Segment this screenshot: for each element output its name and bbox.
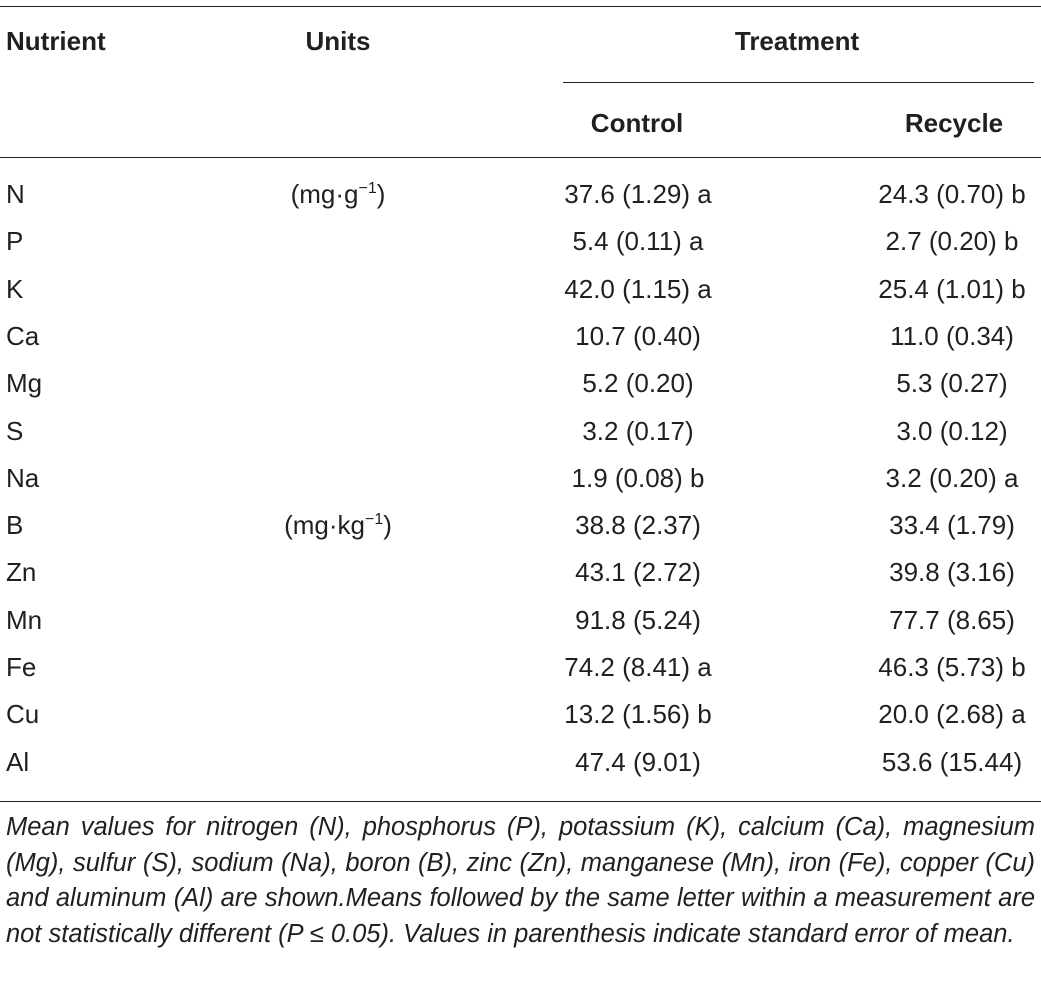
cell-control: 10.7 (0.40) bbox=[575, 320, 701, 351]
cell-control: 74.2 (8.41) a bbox=[564, 652, 712, 682]
header-control: Control bbox=[590, 108, 684, 138]
cell-recycle: 33.4 (1.79) bbox=[889, 510, 1015, 541]
cell-nutrient: Cu bbox=[6, 699, 40, 730]
cell-control: 5.4 (0.11) a bbox=[572, 226, 704, 257]
treatment-underline bbox=[563, 82, 1034, 83]
cell-recycle: 77.7 (8.65) bbox=[889, 604, 1015, 635]
cell-control: 3.2 (0.17) bbox=[582, 415, 694, 446]
cell-nutrient: B bbox=[6, 510, 24, 541]
cell-nutrient: Zn bbox=[6, 557, 37, 588]
header-nutrient: Nutrient bbox=[6, 26, 106, 56]
table-footnote: Mean values for nitrogen (N), phosphorus (P), potassium (K), calcium (Ca), magnesium (Mg), sulfur (S), sodium (Na), boron (B), zinc (Zn), manganese (Mn), iron (Fe), copper (Cu) and aluminum (Al) are shown.Means followed by the same letter within a measurement are not statistically different (P ≤ 0.05). Values in parenthesis indicate standard error of mean. bbox=[6, 813, 1035, 948]
cell-nutrient: S bbox=[6, 415, 24, 446]
cell-recycle: 46.3 (5.73) b bbox=[878, 652, 1026, 682]
cell-nutrient: Mn bbox=[6, 604, 43, 635]
cell-recycle: 25.4 (1.01) b bbox=[878, 273, 1026, 304]
cell-recycle: 39.8 (3.16) bbox=[889, 557, 1015, 588]
cell-nutrient: Mg bbox=[6, 368, 43, 399]
cell-recycle: 24.3 (0.70) b bbox=[878, 179, 1026, 209]
cell-control: 42.0 (1.15) a bbox=[564, 273, 712, 304]
cell-nutrient: P bbox=[6, 226, 24, 257]
header-treatment: Treatment bbox=[734, 26, 860, 56]
header-bottom-rule bbox=[0, 157, 1041, 158]
cell-control: 91.8 (5.24) bbox=[575, 604, 701, 635]
cell-control: 37.6 (1.29) a bbox=[564, 179, 712, 209]
cell-units: $(mg\cdot g^{-1})$ bbox=[290, 179, 386, 209]
cell-nutrient: Ca bbox=[6, 320, 40, 351]
cell-recycle: 3.2 (0.20) a bbox=[885, 462, 1019, 493]
cell-nutrient: Na bbox=[6, 462, 40, 493]
cell-recycle: 2.7 (0.20) b bbox=[885, 226, 1019, 257]
cell-control: 13.2 (1.56) b bbox=[564, 699, 712, 730]
table-bottom-rule bbox=[0, 801, 1041, 802]
cell-recycle: 3.0 (0.12) bbox=[896, 415, 1008, 446]
cell-control: 47.4 (9.01) bbox=[575, 746, 701, 777]
cell-control: 1.9 (0.08) b bbox=[571, 462, 705, 493]
cell-nutrient: Al bbox=[6, 746, 30, 777]
cell-units: $(mg\cdot kg^{-1})$ bbox=[284, 510, 392, 541]
header-units: Units bbox=[305, 26, 371, 56]
cell-control: 38.8 (2.37) bbox=[575, 510, 701, 541]
cell-recycle: 53.6 (15.44) bbox=[881, 746, 1023, 777]
cell-nutrient: K bbox=[6, 273, 24, 304]
cell-control: 5.2 (0.20) bbox=[582, 368, 694, 399]
cell-recycle: 20.0 (2.68) a bbox=[878, 699, 1026, 730]
cell-control: 43.1 (2.72) bbox=[575, 557, 701, 588]
top-rule bbox=[0, 6, 1041, 7]
header-recycle: Recycle bbox=[904, 108, 1004, 138]
cell-nutrient: N bbox=[6, 179, 25, 209]
cell-recycle: 5.3 (0.27) bbox=[896, 368, 1008, 399]
cell-recycle: 11.0 (0.34) bbox=[890, 320, 1014, 351]
cell-nutrient: Fe bbox=[6, 652, 37, 682]
